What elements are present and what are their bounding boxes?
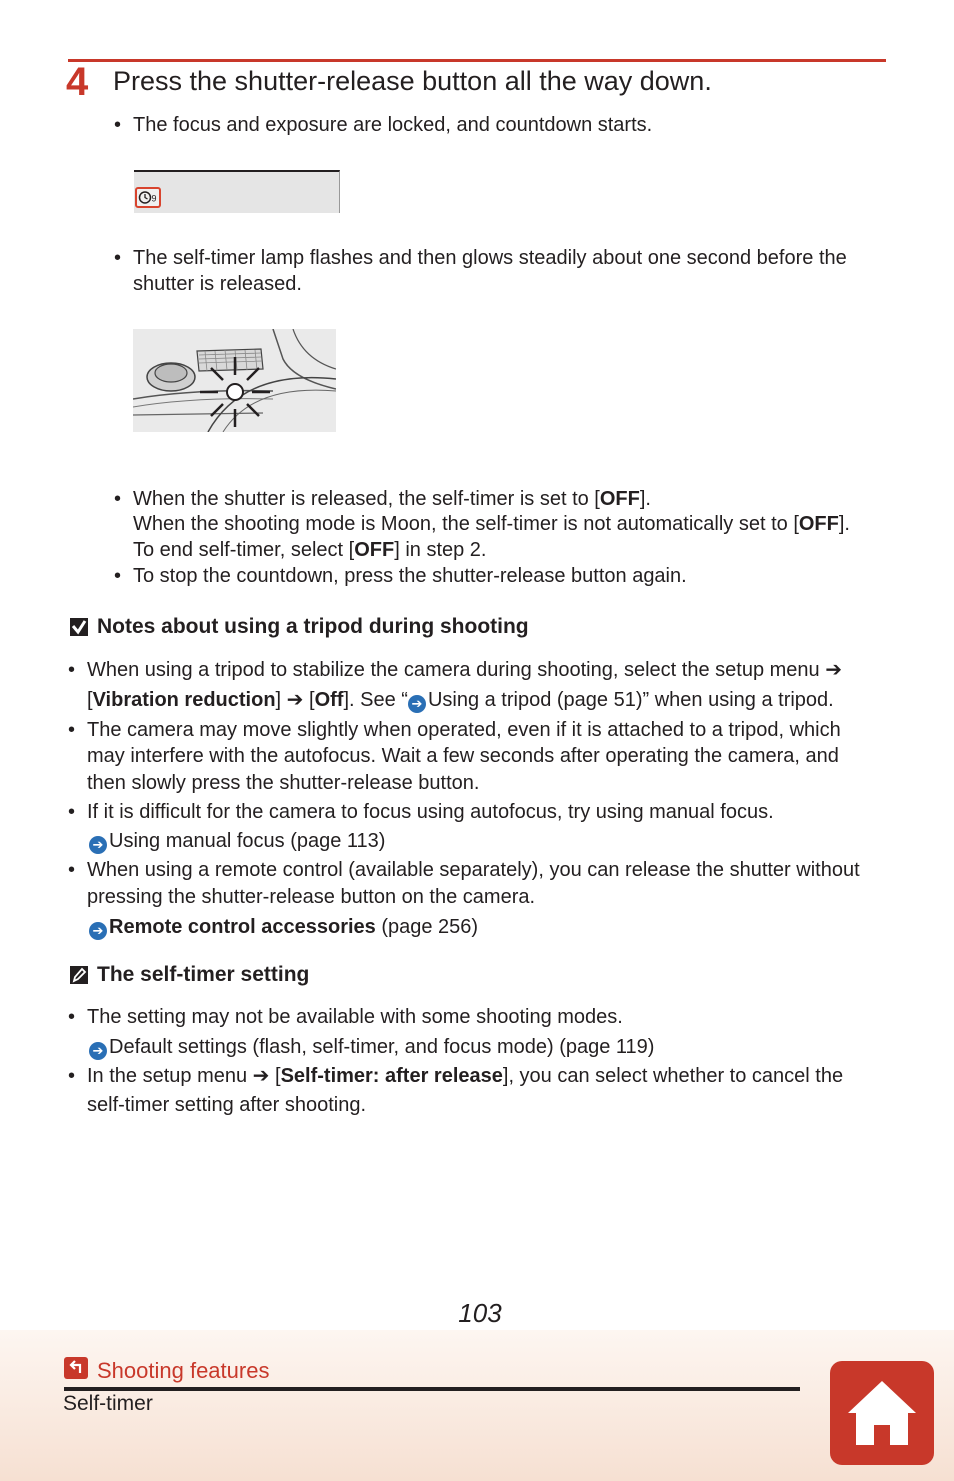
bullet-dot: • <box>68 801 76 823</box>
right-arrow-icon: ➔ <box>252 1065 270 1087</box>
bullet-dot: • <box>68 1065 76 1087</box>
bullet-text: In the setup menu ➔ [Self-timer: after release], you can select whether to cancel the <box>87 1065 844 1087</box>
bullet-text: When using a tripod to stabilize the camera during shooting, select the setup menu ➔ <box>87 659 842 681</box>
bullet-dot: • <box>68 659 76 681</box>
self-timer-icon <box>135 187 161 208</box>
check-icon <box>70 618 88 636</box>
tripod-heading: Notes about using a tripod during shooting <box>97 615 529 638</box>
bullet-dot: • <box>68 859 76 881</box>
bullet-text: When the shutter is released, the self-timer is set to [OFF]. <box>133 488 651 510</box>
bullet-dot: • <box>114 488 122 510</box>
bullet-text: To end self-timer, select [OFF] in step 2. <box>133 539 487 561</box>
manual-focus-link[interactable]: ➔ Using manual focus (page 113) <box>89 828 385 854</box>
bullet-text: If it is difficult for the camera to focus using autofocus, try using manual focus. <box>87 801 774 823</box>
remote-control-link[interactable]: ➔ Remote control accessories (page 256) <box>89 914 478 940</box>
link-arrow-icon: ➔ <box>89 1042 107 1060</box>
bullet-text: may interfere with the autofocus. Wait a few seconds after operating the camera, and <box>87 745 839 767</box>
bullet-dot: • <box>114 565 122 587</box>
step-number: 4 <box>66 60 89 104</box>
bullet-text: To stop the countdown, press the shutter-release button again. <box>133 565 687 587</box>
home-icon <box>830 1361 934 1465</box>
home-button[interactable] <box>830 1361 934 1465</box>
bullet-dot: • <box>68 719 76 741</box>
link-arrow-icon: ➔ <box>408 695 426 713</box>
bullet-text: shutter is released. <box>133 273 302 295</box>
bullet-text: When the shooting mode is Moon, the self-timer is not automatically set to [OFF]. <box>133 513 850 535</box>
bullet-text: then slowly press the shutter-release button. <box>87 772 480 794</box>
selftimer-heading: The self-timer setting <box>97 963 310 986</box>
bullet-text: The self-timer lamp flashes and then glows steadily about one second before the <box>133 247 847 269</box>
bullet-dot: • <box>68 1006 76 1028</box>
link-arrow-icon: ➔ <box>89 836 107 854</box>
link-arrow-icon: ➔ <box>89 922 107 940</box>
bullet-text: [Vibration reduction] ➔ [Off]. See “ ➔ Using a tripod (page 51)” when using a tripod. <box>87 689 834 711</box>
right-arrow-icon: ➔ <box>825 659 842 681</box>
bullet-text: The setting may not be available with some shooting modes. <box>87 1006 623 1028</box>
bullet-text: The focus and exposure are locked, and countdown starts. <box>133 114 653 136</box>
page-number: 103 <box>458 1298 502 1328</box>
bullet-text: self-timer setting after shooting. <box>87 1094 367 1116</box>
bullet-dot: • <box>114 247 122 269</box>
bullet-dot: • <box>114 114 122 136</box>
bullet-text: The camera may move slightly when operated, even if it is attached to a tripod, which <box>87 719 841 741</box>
bullet-text: When using a remote control (available separately), you can release the shutter without <box>87 859 860 881</box>
self-timer-lamp-illustration <box>133 329 336 432</box>
chapter-link[interactable]: Shooting features <box>97 1358 270 1383</box>
right-arrow-icon: ➔ <box>286 689 304 711</box>
monitor-illustration <box>134 170 340 213</box>
back-to-chapter-icon[interactable] <box>64 1357 88 1379</box>
footer-rule <box>64 1387 800 1391</box>
bullet-text: pressing the shutter-release button on the camera. <box>87 886 536 908</box>
default-settings-link[interactable]: ➔ Default settings (flash, self-timer, and focus mode) (page 119) <box>89 1034 654 1060</box>
section-title: Self-timer <box>63 1392 153 1415</box>
countdown-digit: 9 <box>151 193 157 204</box>
step-rule <box>68 59 886 62</box>
tripod-link[interactable]: Using a tripod (page 51)” when using a tripod. <box>427 689 834 711</box>
step-title: Press the shutter-release button all the way down. <box>113 66 712 96</box>
pencil-icon <box>70 966 88 984</box>
